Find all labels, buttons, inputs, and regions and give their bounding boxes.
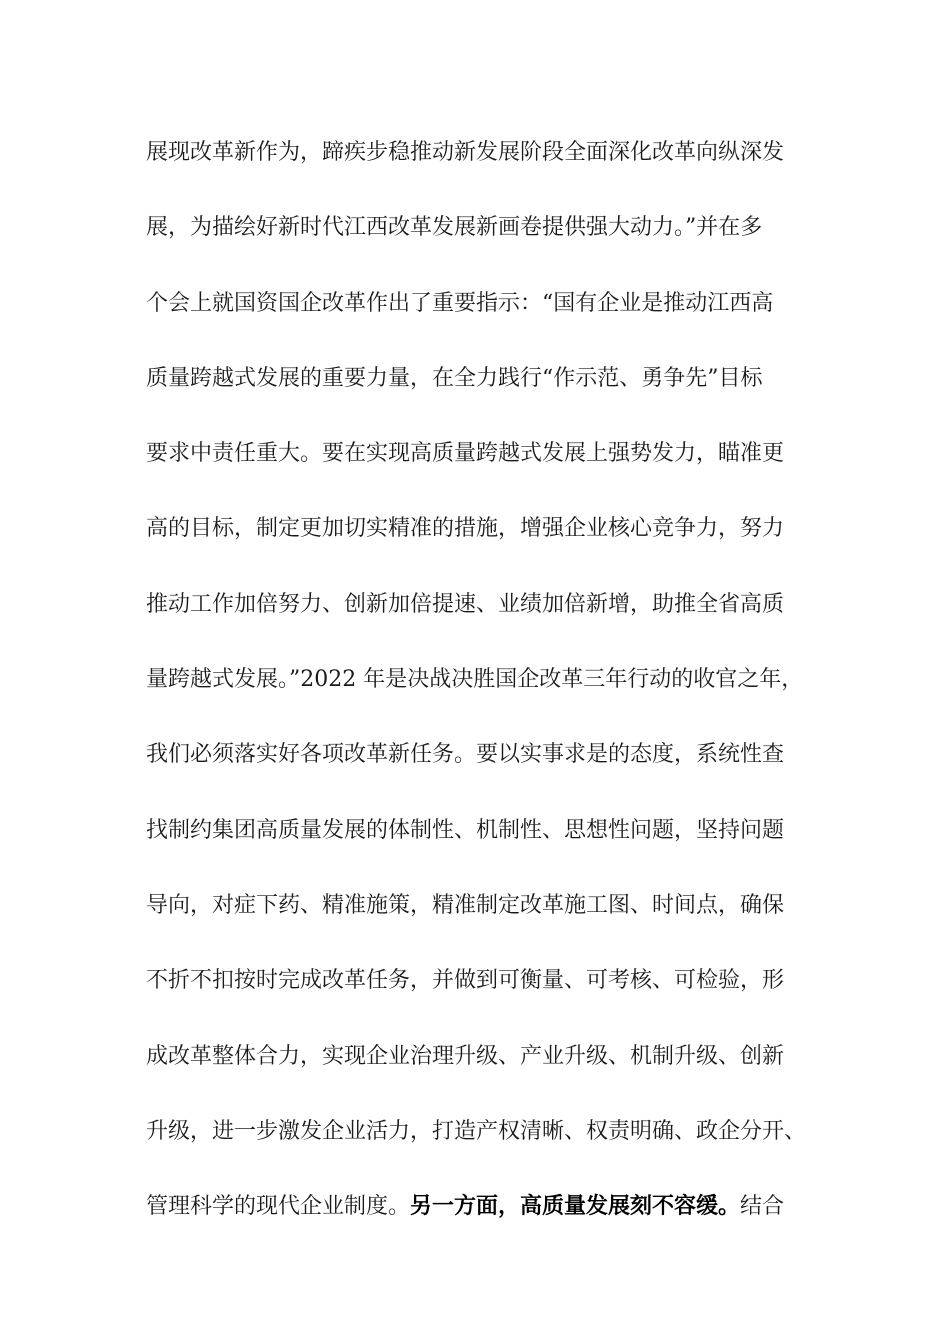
- text-line: 质量跨越式发展的重要力量，在全力践行“作示范、勇争先”目标: [146, 365, 763, 391]
- text-normal: 结合: [740, 1194, 785, 1220]
- text-line: 高的目标，制定更加切实精准的措施，增强企业核心竞争力，努力: [146, 516, 785, 542]
- text-line: 个会上就国资国企改革作出了重要指示：“国有企业是推动江西高: [146, 290, 774, 316]
- text-line: 展现改革新作为，蹄疾步稳推动新发展阶段全面深化改革向纵深发: [146, 140, 785, 165]
- text-line: 我们必须落实好各项改革新任务。要以实事求是的态度，系统性查: [146, 742, 785, 768]
- text-line: 找制约集团高质量发展的体制性、机制性、思想性问题，坚持问题: [146, 817, 785, 843]
- text-line: 导向，对症下药、精准施策，精准制定改革施工图、时间点，确保: [146, 892, 785, 918]
- text-line: 展，为描绘好新时代江西改革发展新画卷提供强大动力。”并在多: [146, 215, 763, 241]
- body-text: [146, 130, 816, 1259]
- text-line: 推动工作加倍努力、创新加倍提速、业绩加倍新增，助推全省高质: [146, 591, 785, 617]
- text-normal: 管理科学的现代企业制度。: [146, 1194, 411, 1220]
- text-line-last: [146, 1184, 816, 1259]
- text-line: 量跨越式发展。”2022 年是决战决胜国企改革三年行动的收官之年，: [146, 667, 804, 693]
- text-line: 要求中责任重大。要在实现高质量跨越式发展上强势发力，瞄准更: [146, 441, 785, 467]
- bold-heading-text: 另一方面，高质量发展刻不容缓。: [410, 1193, 741, 1220]
- text-line: 升级，进一步激发企业活力，打造产权清晰、权责明确、政企分开、: [146, 1118, 807, 1144]
- text-line: 不折不扣按时完成改革任务，并做到可衡量、可考核、可检验，形: [146, 968, 785, 994]
- text-line: 成改革整体合力，实现企业治理升级、产业升级、机制升级、创新: [146, 1043, 785, 1069]
